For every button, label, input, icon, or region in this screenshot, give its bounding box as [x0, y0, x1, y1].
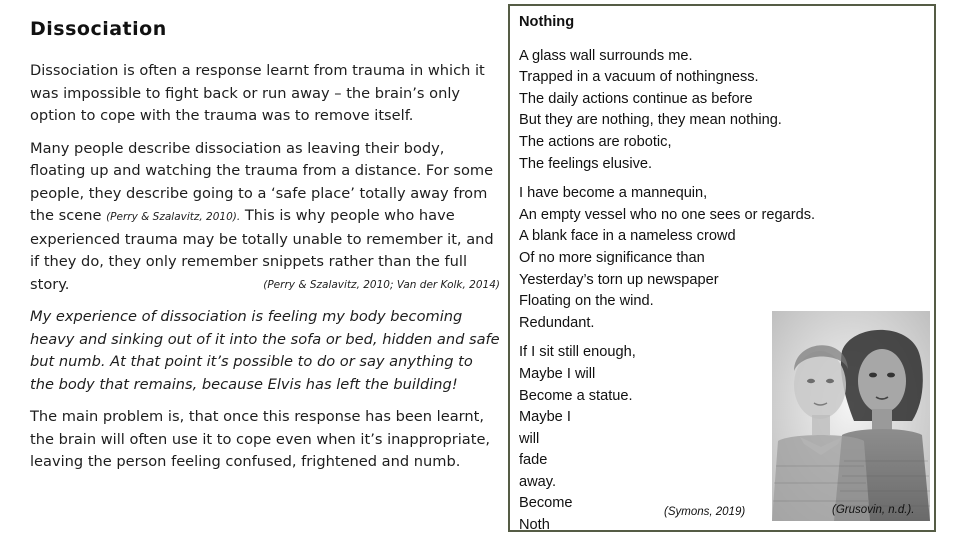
poem-line: Become — [519, 495, 573, 512]
poem-citation: (Symons, 2019) — [664, 506, 746, 518]
poem-line: Maybe I will — [519, 365, 596, 382]
image-citation: (Grusovin, n.d.). — [832, 504, 915, 516]
poem-line: away. — [519, 473, 557, 490]
paragraph-3-personal: My experience of dissociation is feeling my body becoming heavy and sinking out of it into the sofa or bed, hidden and safe but numb. At that point it’s possible to do or say anything to the body that remains, because Elvis has left the building! — [30, 308, 500, 393]
poem-line: The actions are robotic, — [519, 133, 672, 150]
poem-line: Yesterday’s torn up newspaper — [519, 271, 719, 288]
poem-line: will — [519, 430, 540, 447]
poem-line: Become a statue. — [519, 387, 633, 404]
citation-perry-vanderkolk: (Perry & Szalavitz, 2010; Van der Kolk, 2014) — [263, 278, 500, 291]
citation-perry-2010: (Perry & Szalavitz, 2010). — [106, 211, 241, 223]
poem-line: I have become a mannequin, — [519, 185, 708, 202]
paragraph-2-text-a: Many people describe dissociation as leaving their body, floating up and watching the trauma from a distance. For some people, they describe going to a ‘safe place’ totally away from the scene — [30, 139, 494, 224]
poem-line: A blank face in a nameless crowd — [519, 228, 736, 245]
poem-stanza-1 — [519, 46, 929, 176]
poem-title: Nothing — [519, 14, 575, 30]
poem-line: An empty vessel who no one sees or regards. — [519, 206, 816, 223]
poem-line: Of no more significance than — [519, 249, 705, 266]
poem-line: But they are nothing, they mean nothing. — [519, 112, 782, 129]
poem-line: Trapped in a vacuum of nothingness. — [519, 69, 759, 86]
paragraph-2 — [30, 138, 500, 297]
double-exposure-photo — [772, 311, 930, 521]
poem-line: The daily actions continue as before — [519, 90, 753, 107]
slide-title: Dissociation — [30, 18, 167, 40]
poem-line: Redundant. — [519, 314, 595, 331]
poem-line: Noth — [519, 517, 550, 534]
poem-line: The feelings elusive. — [519, 155, 653, 172]
poem-line: If I sit still enough, — [519, 344, 636, 361]
poem-line: Maybe I — [519, 409, 571, 426]
paragraph-1: Dissociation is often a response learnt from trauma in which it was impossible to fight back or run away – the brain’s only option to cope with the trauma was to remove itself. — [30, 62, 485, 124]
poem-line: fade — [519, 452, 548, 469]
poem-line: Floating on the wind. — [519, 293, 654, 310]
paragraph-2-text-b: This is why people who have experienced trauma may be totally unable to remember it, and if they do, they only remember snippets rather than the full story. — [30, 207, 494, 293]
poem-box — [508, 4, 936, 532]
poem-line: A glass wall surrounds me. — [519, 47, 693, 64]
paragraph-4: The main problem is, that once this response has been learnt, the brain will often use it to cope even when it’s inappropriate, leaving the person feeling confused, frightened and numb. — [30, 408, 491, 470]
body-text-column — [30, 60, 500, 484]
